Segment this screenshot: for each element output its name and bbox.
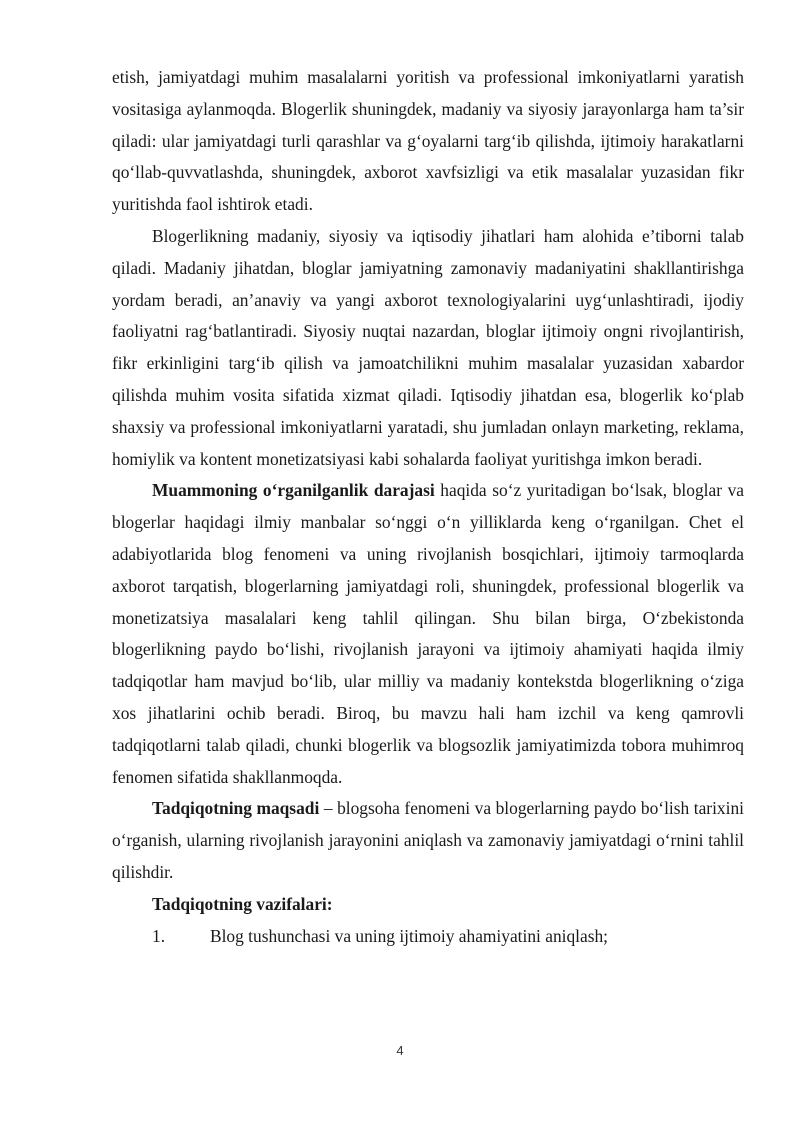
paragraph-3 — [112, 475, 744, 793]
paragraph-3-text: haqida so‘z yuritadigan bo‘lsak, bloglar va blogerlar haqidagi ilmiy manbalar so‘nggi o‘n yilliklarda keng o‘rganilgan. Chet el adabiyotlarida blog fenomeni va uning rivojlanish bosqichlari, ijtimoiy tarmoqlarda axborot tarqatish, blogerlarning jamiyatdagi roli, shuningdek, professional blogerlik va monetizatsiya masalalari keng tahlil qilingan. Shu bilan birga, O‘zbekistonda blogerlikning paydo bo‘lishi, rivojlanish jarayoni va ijtimoiy ahamiyati haqida ilmiy tadqiqotlar ham mavjud bo‘lib, ular milliy va madaniy kontekstda blogerlikning o‘ziga xos jihatlarini ochib beradi. Biroq, bu mavzu hali ham izchil va keng qamrovli tadqiqotlarni talab qiladi, chunki blogerlik va blogsozlik jamiyatimizda tobora muhimroq fenomen sifatida shakllanmoqda. — [112, 480, 744, 787]
page-number: 4 — [396, 1043, 404, 1058]
list-item-text: Blog tushunchasi va uning ijtimoiy ahamiyatini aniqlash; — [210, 925, 609, 946]
document-page — [112, 62, 744, 952]
paragraph-4 — [112, 793, 744, 888]
paragraph-4-heading: Tadqiqotning maqsadi — [152, 798, 320, 819]
paragraph-2: Blogerlikning madaniy, siyosiy va iqtisodiy jihatlari ham alohida e’tiborni talab qiladi. Madaniy jihatdan, bloglar jamiyatning zamonaviy madaniyatini shakllantirishga yordam beradi, an’anaviy va yangi axborot texnologiyalarini uyg‘unlashtiradi, ijodiy faoliyatni rag‘batlantiradi. Siyosiy nuqtai nazardan, bloglar ijtimoiy ongni rivojlantirish, fikr erkinligini targ‘ib qilish va jamoatchilikni muhim masalalar yuzasidan xabardor qilishda muhim vosita sifatida xizmat qiladi. Iqtisodiy jihatdan esa, blogerlik ko‘plab shaxsiy va professional imkoniyatlarni yaratadi, shu jumladan onlayn marketing, reklama, homiylik va kontent monetizatsiyasi kabi sohalarda faoliyat yuritishga imkon beradi. — [112, 225, 744, 469]
list-item — [112, 921, 744, 953]
list-item-number: 1. — [152, 925, 166, 946]
paragraph-5 — [112, 889, 744, 921]
paragraph-1: etish, jamiyatdagi muhim masalalarni yoritish va professional imkoniyatlarni yaratish vositasiga aylanmoqda. Blogerlik shuningdek, madaniy va siyosiy jarayonlarga ham ta’sir qiladi: ular jamiyatdagi turli qarashlar va g‘oyalarni targ‘ib qilishda, ijtimoiy harakatlarni qo‘llab-quvvatlashda, shuningdek, axborot xavfsizligi va etik masalalar yuzasidan fikr yuritishda faol ishtirok etadi. — [112, 67, 744, 215]
paragraph-4-text: – blogsoha fenomeni va blogerlarning paydo bo‘lish tarixini o‘rganish, ularning rivojlanish jarayonini aniqlash va zamonaviy jamiyatdagi o‘rnini tahlil qilishdir. — [112, 798, 744, 882]
tasks-heading: Tadqiqotning vazifalari: — [152, 893, 333, 914]
paragraph-3-heading: Muammoning o‘rganilganlik darajasi — [152, 480, 435, 501]
